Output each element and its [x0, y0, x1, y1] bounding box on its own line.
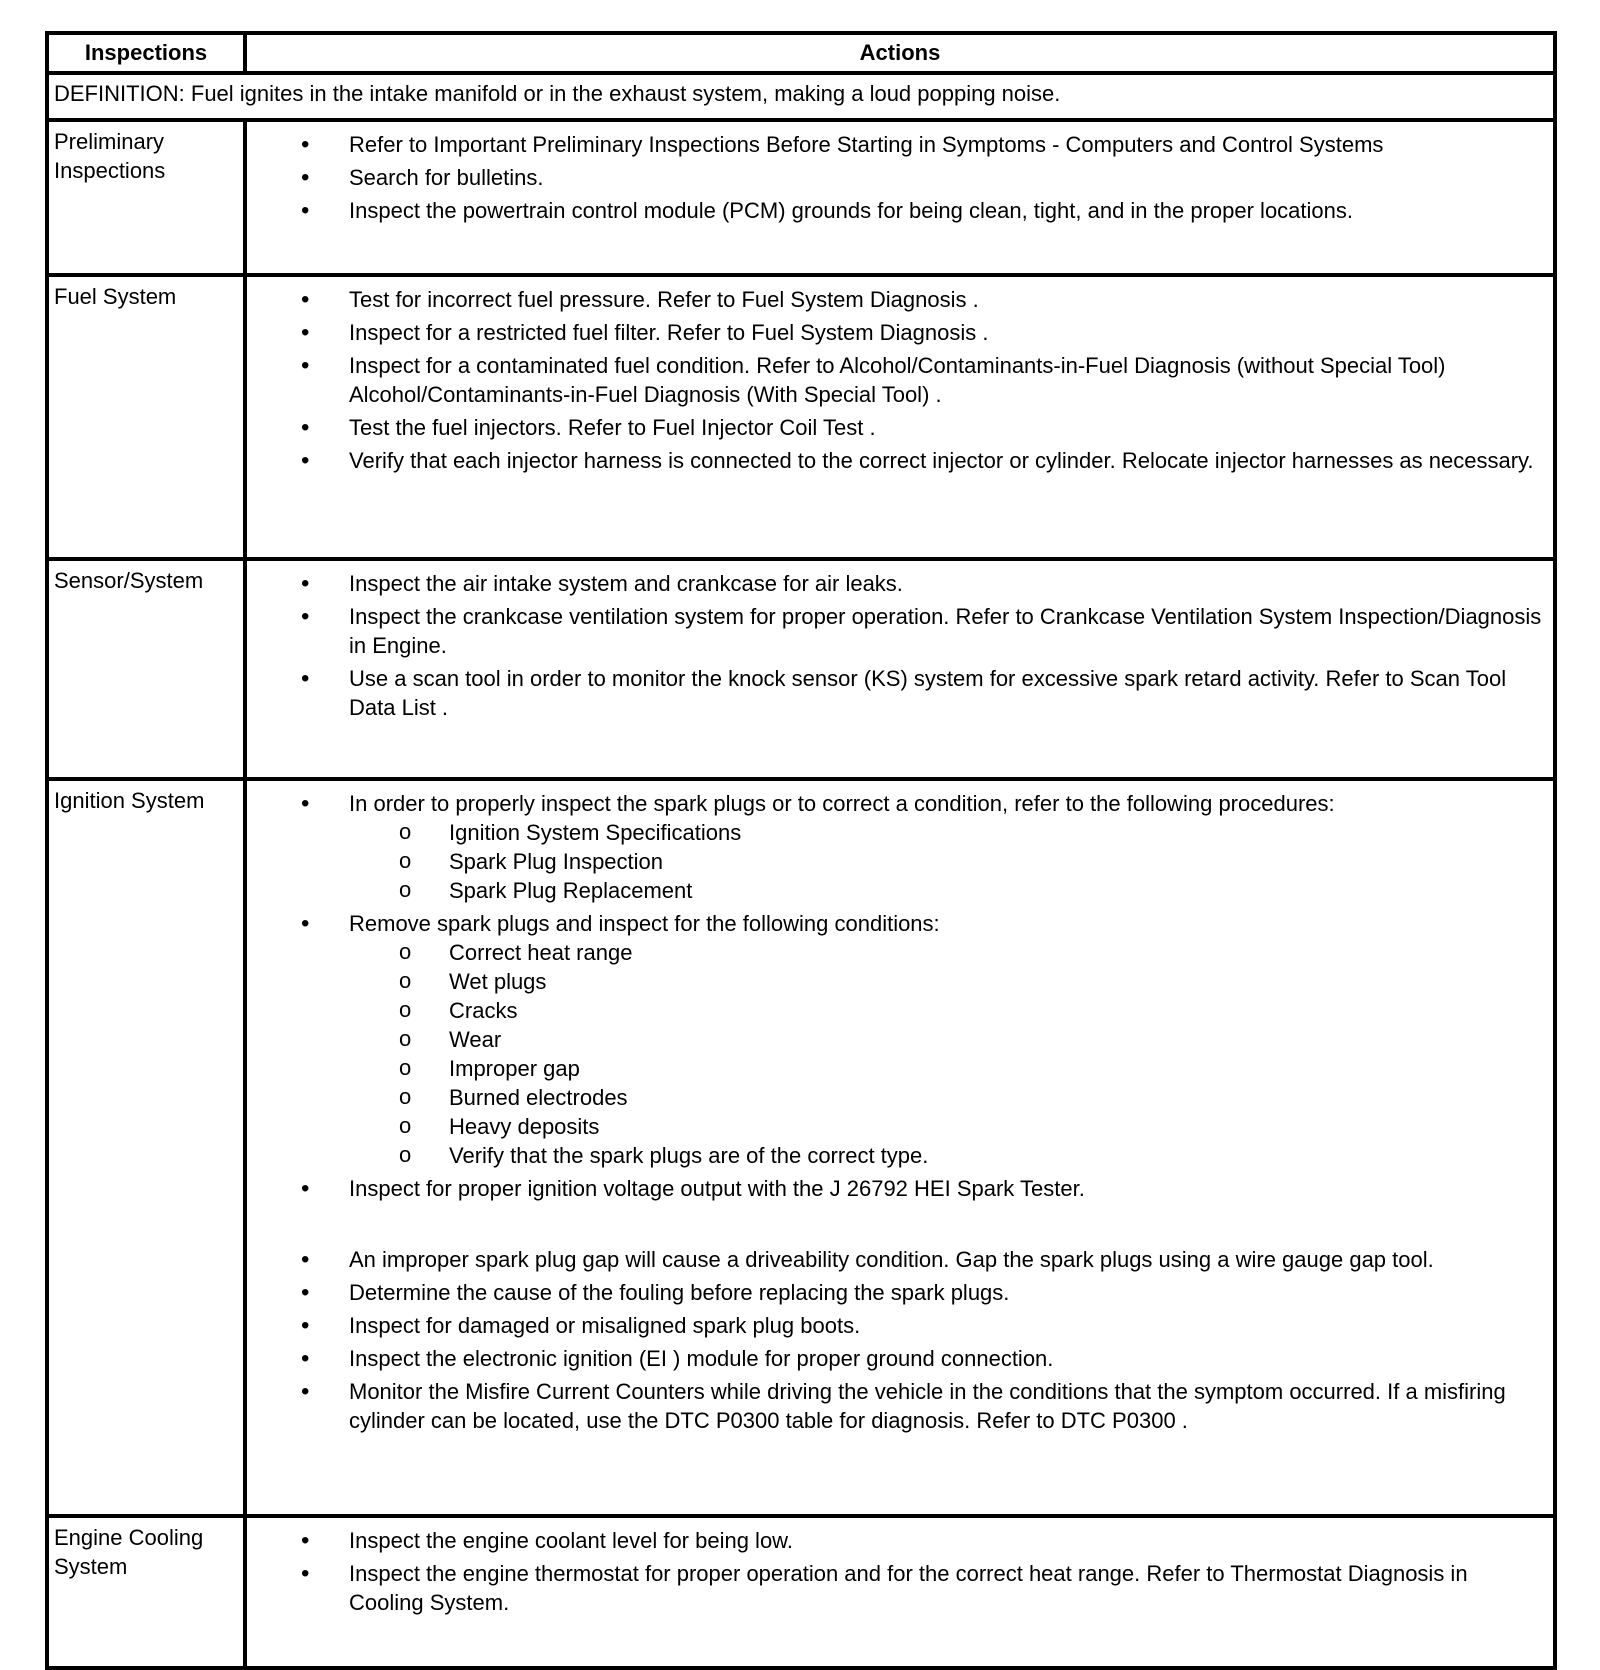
sub-item: o Spark Plug Inspection — [349, 847, 1545, 876]
action-item: • Inspect the engine thermostat for proper operation and for the correct heat range. Refer to Thermostat Diagnosis in Cooling System. — [247, 1559, 1545, 1617]
inspection-label-line: Engine Cooling — [54, 1525, 204, 1550]
sub-item: o Ignition System Specifications — [349, 818, 1545, 847]
action-item: • Refer to Important Preliminary Inspections Before Starting in Symptoms - Computers and Control Systems — [247, 130, 1545, 159]
action-item: • Inspect the powertrain control module (PCM) grounds for being clean, tight, and in the proper locations. — [247, 196, 1545, 225]
actions-header: Actions — [245, 33, 1555, 73]
action-item: • Search for bulletins. — [247, 163, 1545, 192]
action-item: • Inspect the electronic ignition (EI ) module for proper ground connection. — [247, 1344, 1545, 1373]
sub-item: o Wet plugs — [349, 967, 1545, 996]
actions-cell — [245, 275, 1555, 559]
action-item — [247, 789, 1545, 905]
action-item: • Use a scan tool in order to monitor the knock sensor (KS) system for excessive spark retard activity. Refer to Scan Tool Data List . — [247, 664, 1545, 722]
action-item: • Inspect the engine coolant level for being low. — [247, 1526, 1545, 1555]
action-list — [247, 285, 1545, 475]
action-item-text: In order to properly inspect the spark plugs or to correct a condition, refer to the following procedures: — [349, 791, 1335, 816]
action-item: • Verify that each injector harness is connected to the correct injector or cylinder. Relocate injector harnesses as necessary. — [247, 446, 1545, 475]
header-row — [47, 33, 1555, 73]
action-item: • Inspect for proper ignition voltage output with the J 26792 HEI Spark Tester. — [247, 1174, 1545, 1203]
action-list — [247, 1526, 1545, 1617]
sub-item: o Heavy deposits — [349, 1112, 1545, 1141]
action-item: • Inspect the air intake system and crankcase for air leaks. — [247, 569, 1545, 598]
action-list — [247, 130, 1545, 225]
diagnosis-table — [45, 31, 1557, 1670]
sub-item: o Spark Plug Replacement — [349, 876, 1545, 905]
inspection-label-line: Preliminary — [54, 129, 165, 154]
action-list — [247, 569, 1545, 722]
sub-item: o Correct heat range — [349, 938, 1545, 967]
sub-list — [349, 938, 1545, 1170]
action-item — [247, 909, 1545, 1170]
action-item: • Monitor the Misfire Current Counters while driving the vehicle in the conditions that the symptom occurred. If a misfiring cylinder can be located, use the DTC P0300 table for diagnosis. Refer to DTC P0300 . — [247, 1377, 1545, 1435]
inspections-header: Inspections — [47, 33, 245, 73]
action-item-text: Remove spark plugs and inspect for the following conditions: — [349, 911, 940, 936]
inspection-label — [47, 1516, 245, 1668]
table-row — [47, 275, 1555, 559]
inspection-label-line: Fuel System — [54, 284, 177, 309]
sub-item: o Burned electrodes — [349, 1083, 1545, 1112]
actions-cell — [245, 779, 1555, 1516]
sub-item: o Verify that the spark plugs are of the correct type. — [349, 1141, 1545, 1170]
action-item: • An improper spark plug gap will cause a driveability condition. Gap the spark plugs using a wire gauge gap tool. — [247, 1245, 1545, 1274]
table-row — [47, 559, 1555, 779]
actions-cell — [245, 120, 1555, 275]
table-row — [47, 1516, 1555, 1668]
action-item: • Inspect for a contaminated fuel condition. Refer to Alcohol/Contaminants-in-Fuel Diagnosis (without Special Tool) Alcohol/Contaminants-in-Fuel Diagnosis (With Special Tool) . — [247, 351, 1545, 409]
inspection-label — [47, 779, 245, 1516]
action-item: • Test the fuel injectors. Refer to Fuel Injector Coil Test . — [247, 413, 1545, 442]
action-list — [247, 789, 1545, 1435]
definition-row — [47, 73, 1555, 120]
table-row — [47, 120, 1555, 275]
inspection-label — [47, 120, 245, 275]
inspection-label — [47, 275, 245, 559]
action-item: • Inspect the crankcase ventilation system for proper operation. Refer to Crankcase Ventilation System Inspection/Diagnosis in Engine. — [247, 602, 1545, 660]
inspection-label-line: Inspections — [54, 158, 166, 183]
actions-cell — [245, 1516, 1555, 1668]
actions-cell — [245, 559, 1555, 779]
action-item: • Inspect for damaged or misaligned spark plug boots. — [247, 1311, 1545, 1340]
action-item: • Inspect for a restricted fuel filter. Refer to Fuel System Diagnosis . — [247, 318, 1545, 347]
table-row — [47, 779, 1555, 1516]
inspection-label-line: Ignition System — [54, 788, 205, 813]
action-item: • Test for incorrect fuel pressure. Refer to Fuel System Diagnosis . — [247, 285, 1545, 314]
sub-list — [349, 818, 1545, 905]
sub-item: o Improper gap — [349, 1054, 1545, 1083]
sub-item: o Wear — [349, 1025, 1545, 1054]
sub-item: o Cracks — [349, 996, 1545, 1025]
inspection-label-line: System — [54, 1554, 128, 1579]
inspection-label — [47, 559, 245, 779]
action-item: • Determine the cause of the fouling before replacing the spark plugs. — [247, 1278, 1545, 1307]
definition-text: DEFINITION: Fuel ignites in the intake manifold or in the exhaust system, making a loud popping noise. — [47, 73, 1555, 120]
inspection-label-line: Sensor/System — [54, 568, 204, 593]
